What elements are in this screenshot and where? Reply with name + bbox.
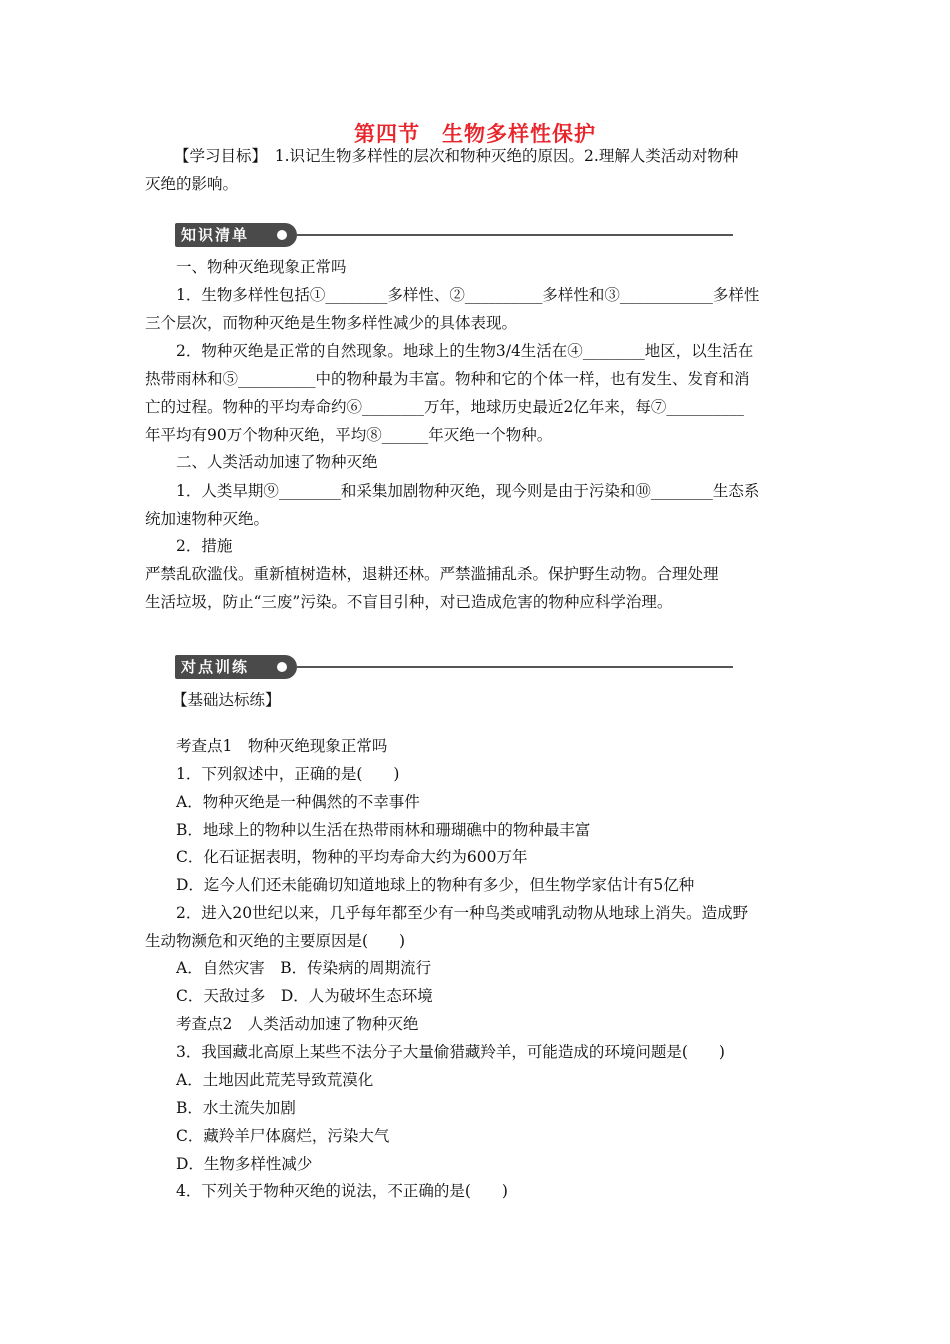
paragraph-line: 亡的过程。物种的平均寿命约⑥________万年，地球历史最近2亿年来，每⑦__________: [145, 398, 744, 416]
option: C．化石证据表明，物种的平均寿命大约为600万年: [176, 848, 528, 866]
heading: 一、物种灭绝现象正常吗: [176, 258, 347, 276]
option: A．物种灭绝是一种偶然的不幸事件: [176, 793, 420, 811]
paragraph-line: 生活垃圾，防止“三废”污染。不盲目引种，对已造成危害的物种应科学治理。: [145, 593, 673, 611]
paragraph-line: 2．措施: [176, 537, 233, 555]
knowledge-point: 考查点1 物种灭绝现象正常吗: [176, 737, 388, 755]
paragraph-line: 统加速物种灭绝。: [145, 510, 270, 528]
paragraph-line: 热带雨林和⑤__________中的物种最为丰富。物种和它的个体一样，也有发生、发育和消: [145, 370, 750, 388]
option: D．生物多样性减少: [176, 1155, 313, 1173]
knowledge-point: 考查点2 人类活动加速了物种灭绝: [176, 1015, 419, 1033]
question: 4．下列关于物种灭绝的说法，不正确的是( ): [176, 1182, 508, 1200]
option: D．迄今人们还未能确切知道地球上的物种有多少，但生物学家估计有5亿种: [176, 876, 695, 894]
paragraph-line: 年平均有90万个物种灭绝，平均⑧______年灭绝一个物种。: [145, 426, 553, 444]
option: A．自然灾害 B．传染病的周期流行: [176, 959, 432, 977]
page-title: 第四节 生物多样性保护: [354, 122, 596, 146]
heading: 二、人类活动加速了物种灭绝: [176, 453, 378, 471]
banner-dot-icon: [277, 230, 287, 240]
option: C．藏羚羊尸体腐烂，污染大气: [176, 1127, 390, 1145]
option: B．地球上的物种以生活在热带雨林和珊瑚礁中的物种最丰富: [176, 821, 591, 839]
divider: [297, 234, 733, 236]
option: B．水土流失加剧: [176, 1099, 296, 1117]
paragraph-line: 1．人类早期⑨________和采集加剧物种灭绝，现今则是由于污染和⑩________生态系: [176, 482, 760, 500]
paragraph-line: 1．生物多样性包括①________多样性、②__________多样性和③____________多样性: [176, 286, 760, 304]
paragraph-line: 2．物种灭绝是正常的自然现象。地球上的生物3/4生活在④________地区，以生活在: [176, 342, 754, 360]
option: A．土地因此荒芜导致荒漠化: [176, 1071, 374, 1089]
banner-label: 知识清单: [175, 223, 297, 247]
paragraph-line: 严禁乱砍滥伐。重新植树造林，退耕还林。严禁滥捕乱杀。保护野生动物。合理处理: [145, 565, 719, 583]
objectives-line: 灭绝的影响。: [145, 175, 239, 193]
option: C．天敌过多 D．人为破坏生态环境: [176, 987, 433, 1005]
question: 生动物濒危和灭绝的主要原因是( ): [145, 932, 406, 950]
question: 3．我国藏北高原上某些不法分子大量偷猎藏羚羊，可能造成的环境问题是( ): [176, 1043, 725, 1061]
question: 2．进入20世纪以来，几乎每年都至少有一种鸟类或哺乳动物从地球上消失。造成野: [176, 904, 749, 922]
banner-dot-icon: [277, 662, 287, 672]
objectives-line: 【学习目标】 1.识记生物多样性的层次和物种灭绝的原因。2.理解人类活动对物种: [174, 147, 739, 165]
question: 1．下列叙述中，正确的是( ): [176, 765, 400, 783]
subheading: 【基础达标练】: [172, 691, 281, 709]
paragraph-line: 三个层次，而物种灭绝是生物多样性减少的具体表现。: [145, 314, 518, 332]
divider: [297, 666, 733, 668]
banner-label: 对点训练: [175, 655, 297, 679]
